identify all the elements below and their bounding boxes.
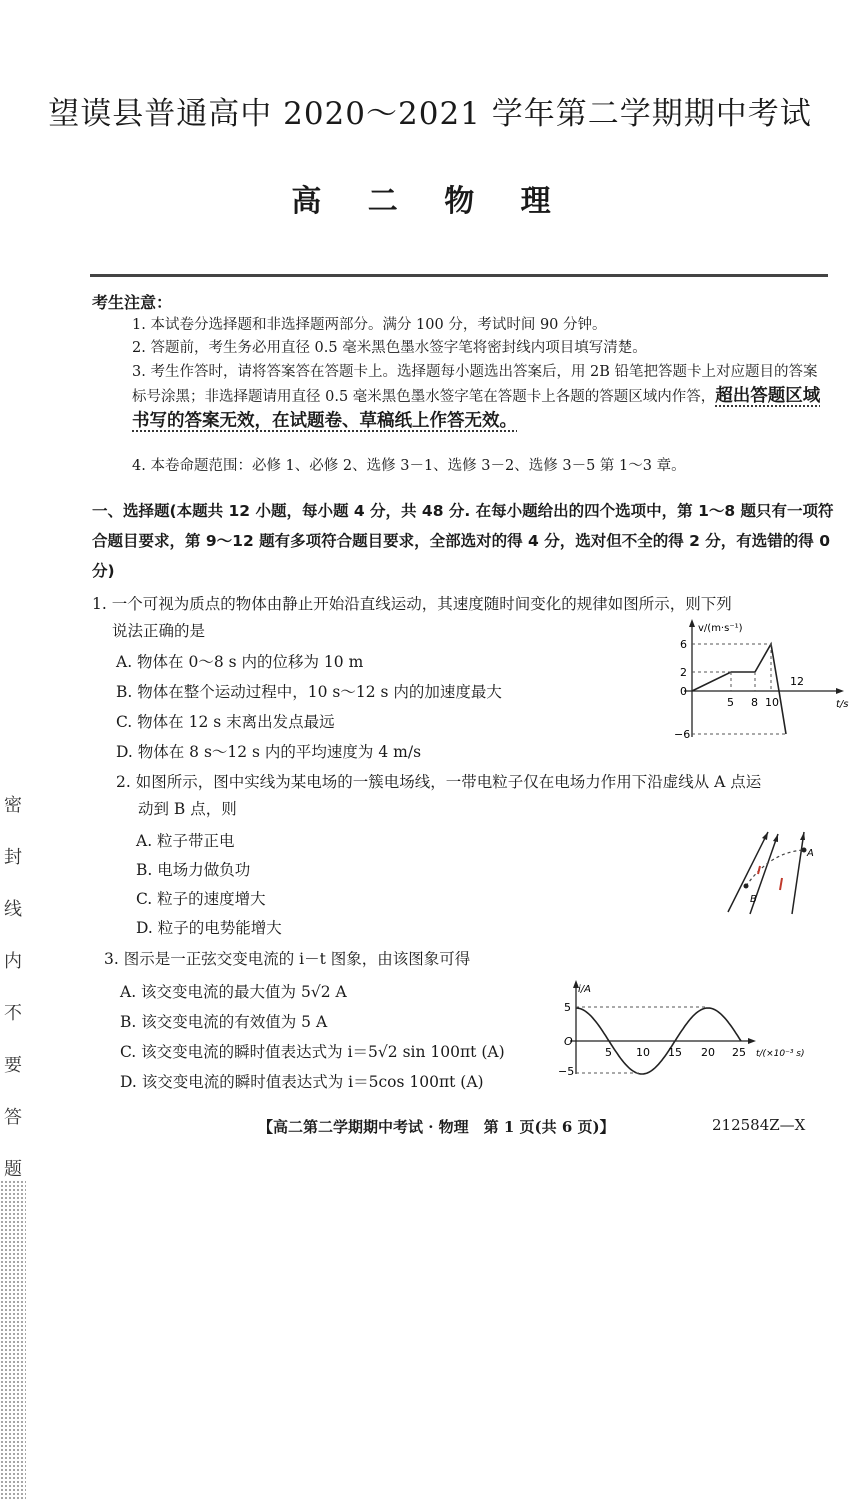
- q3-option-a: A. 该交变电流的最大值为 5√2 A: [120, 983, 347, 1001]
- q3-option-d: D. 该交变电流的瞬时值表达式为 i＝5cos 100πt (A): [120, 1073, 484, 1091]
- q1-ytick-0: 0: [680, 685, 687, 698]
- q2-field-line-3: [792, 832, 804, 914]
- page-footer: 【高二第二学期期中考试 · 物理 第 1 页(共 6 页)】: [258, 1118, 615, 1136]
- q1-xlabel: t/s: [836, 699, 849, 710]
- q3-ytick-5: 5: [564, 1001, 571, 1014]
- notice-emphasis: 超出答题区域书写的答案无效，在试题卷、草稿纸上作答无效。: [132, 386, 821, 431]
- q1-option-d: D. 物体在 8 s～12 s 内的平均速度为 4 m/s: [116, 743, 422, 761]
- q1-stem-line2: 说法正确的是: [112, 622, 206, 640]
- q3-option-b: B. 该交变电流的有效值为 5 A: [120, 1013, 328, 1031]
- q2-field-line-1: [728, 832, 768, 912]
- q2-option-b: B. 电场力做负功: [136, 861, 251, 879]
- q2-point-b: [744, 884, 749, 889]
- q3-xtick-15: 15: [668, 1046, 682, 1059]
- q1-stem-line1: 1. 一个可视为质点的物体由静止开始沿直线运动，其速度随时间变化的规律如图所示，则下列: [92, 595, 732, 613]
- q1-option-c: C. 物体在 12 s 末离出发点最远: [116, 713, 335, 731]
- q2-field-figure: [720, 828, 830, 918]
- notice-item-3-text: 3. 考生作答时，请将答案答在答题卡上。选择题每小题选出答案后，用 2B 铅笔把答题卡上对应题目的答案标号涂黑；非选择题请用直径 0.5 毫米黑色墨水签字笔在答题卡上各题的答题区域内作答，: [132, 364, 818, 405]
- q3-xtick-25: 25: [732, 1046, 746, 1059]
- notice-item-2: 2. 答题前，考生务必用直径 0.5 毫米黑色墨水签字笔将密封线内项目填写清楚。: [132, 340, 647, 356]
- q2-label-b: B: [750, 894, 757, 905]
- q2-point-a: [802, 848, 807, 853]
- q3-stem: 3. 图示是一正弦交变电流的 i－t 图象，由该图象可得: [104, 950, 471, 968]
- notice-heading: 考生注意：: [92, 293, 173, 312]
- exam-title: 望谟县普通高中 2020～2021 学年第二学期期中考试: [48, 96, 812, 132]
- notice-item-3: [132, 360, 832, 434]
- q3-xtick-10: 10: [636, 1046, 650, 1059]
- q1-option-a: A. 物体在 0～8 s 内的位移为 10 m: [116, 653, 364, 671]
- header-rule: [90, 274, 828, 277]
- q2-label-a: A: [807, 848, 814, 859]
- binding-stipple: [0, 1180, 26, 1500]
- q2-stem-line1: 2. 如图所示，图中实线为某电场的一簇电场线，一带电粒子仅在电场力作用下沿虚线从 A 点运: [116, 773, 762, 791]
- q1-vt-graph: [660, 615, 850, 745]
- q3-xtick-5: 5: [605, 1046, 612, 1059]
- q1-ytick-2: 2: [680, 666, 687, 679]
- binding-text: 密封线内不要答题: [4, 795, 22, 1180]
- q1-ytick-6: 6: [680, 638, 687, 651]
- q1-option-b: B. 物体在整个运动过程中，10 s～12 s 内的加速度最大: [116, 683, 502, 701]
- q2-option-c: C. 粒子的速度增大: [136, 890, 266, 908]
- q2-mark-1: [758, 866, 760, 874]
- notice-item-4: 4. 本卷命题范围：必修 1、必修 2、选修 3－1、选修 3－2、选修 3－5 第 1～3 章。: [132, 458, 686, 474]
- q1-xtick-8: 8: [751, 696, 758, 709]
- q1-y-arrow: [689, 619, 695, 627]
- q3-ylabel: i/A: [578, 984, 591, 995]
- q1-ylabel: v/(m·s⁻¹): [698, 623, 743, 634]
- q1-ytick-neg6: −6: [674, 728, 691, 741]
- q1-vt-line: [692, 644, 786, 734]
- q2-option-d: D. 粒子的电势能增大: [136, 919, 282, 937]
- q1-xtick-5: 5: [727, 696, 734, 709]
- q1-xtick-12: 12: [790, 675, 804, 688]
- q3-it-graph: [556, 978, 826, 1078]
- q2-trajectory: [746, 850, 804, 886]
- q1-xtick-10: 10: [765, 696, 779, 709]
- q3-ytick-neg5: −5: [558, 1065, 575, 1078]
- notice-item-1: 1. 本试卷分选择题和非选择题两部分。满分 100 分，考试时间 90 分钟。: [132, 317, 607, 333]
- q2-stem-line2: 动到 B 点，则: [138, 800, 237, 818]
- q3-option-c: C. 该交变电流的瞬时值表达式为 i＝5√2 sin 100πt (A): [120, 1043, 505, 1061]
- q2-option-a: A. 粒子带正电: [136, 832, 235, 850]
- binding-margin: [0, 360, 44, 1180]
- q1-x-arrow: [836, 688, 844, 694]
- q2-mark-2: [780, 878, 782, 890]
- section-heading: 一、选择题(本题共 12 小题，每小题 4 分，共 48 分. 在每小题给出的四个选项中，第 1～8 题只有一项符合题目要求，第 9～12 题有多项符合题目要求，全部选对的得 4 分，选对但不全的得 2 分，有选错的得 0 分): [92, 502, 834, 580]
- subject-title: 高 二 物 理: [291, 184, 569, 219]
- q3-xlabel: t/(×10⁻³ s): [756, 1049, 805, 1059]
- paper-code: 212584Z—X: [712, 1116, 806, 1134]
- q3-origin: O: [564, 1035, 573, 1048]
- q3-xtick-20: 20: [701, 1046, 715, 1059]
